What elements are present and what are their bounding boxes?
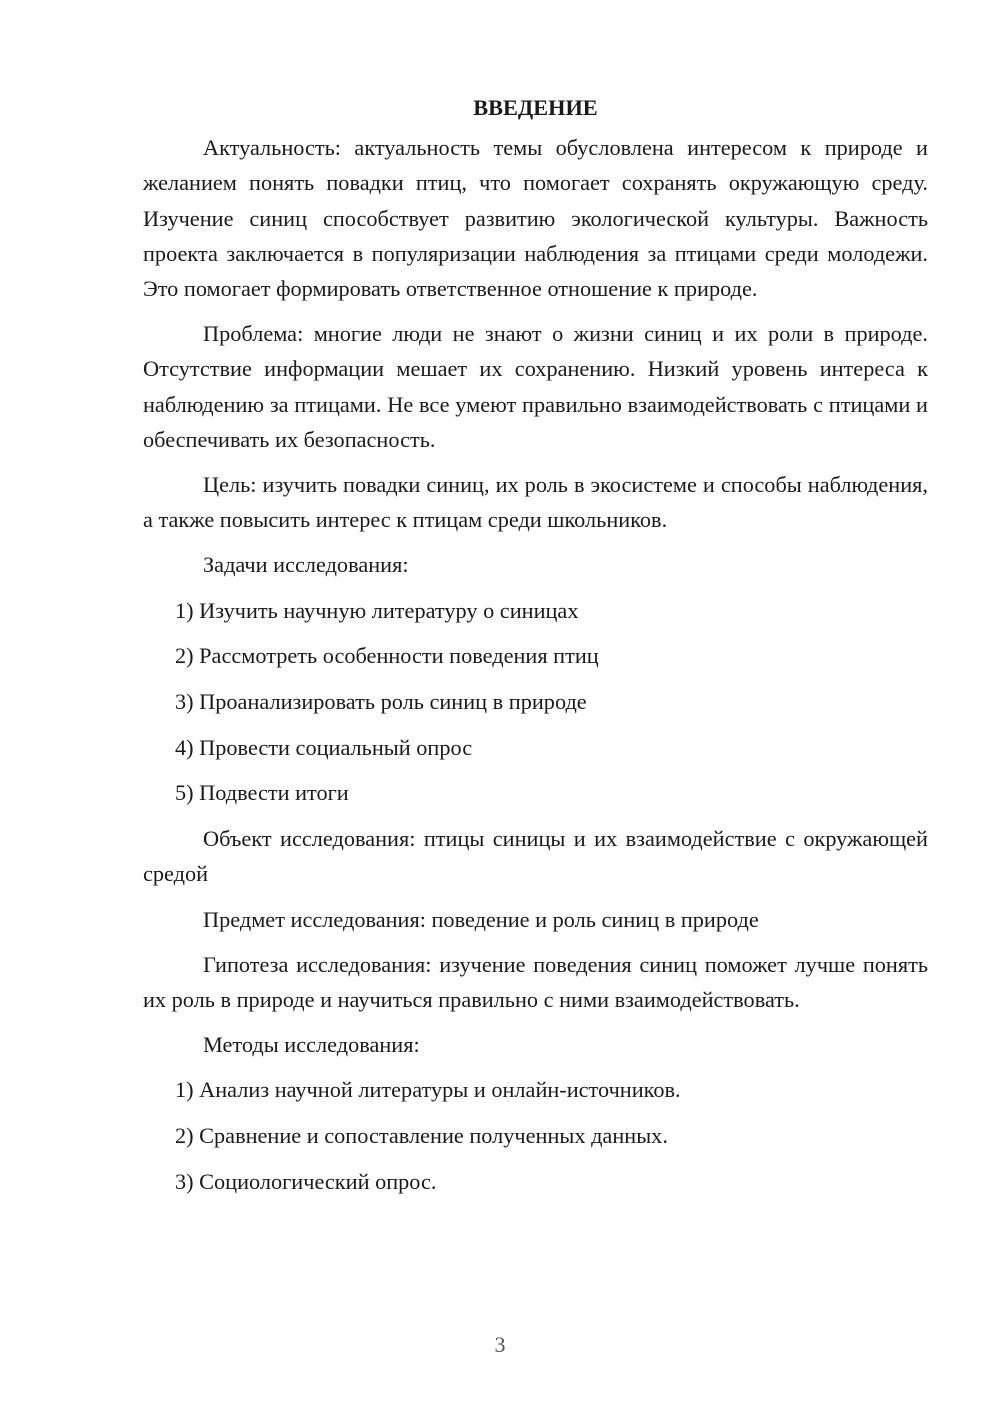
page-number: 3 bbox=[494, 1332, 506, 1357]
hypothesis-paragraph: Гипотеза исследования: изучение поведения синиц поможет лучше понять их роль в природе и научиться правильно с ними взаимодействовать. bbox=[143, 951, 928, 1012]
task-item: 2) Рассмотреть особенности поведения птиц bbox=[175, 643, 599, 669]
relevance-paragraph: Актуальность: актуальность темы обусловлена интересом к природе и желанием понять повадки птиц, что помогает сохранять окружающую среду. Изучение синиц способствует развитию экологической культуры. Важность проекта заключается в популяризации наблюдения за птицами среди молодежи. Это помогает формировать ответственное отношение к природе. bbox=[143, 135, 928, 302]
problem-paragraph: Проблема: многие люди не знают о жизни синиц и их роли в природе. Отсутствие информации мешает их сохранению. Низкий уровень интереса к наблюдению за птицами. Не все умеют правильно взаимодействовать с птицами и обеспечивать их безопасность. bbox=[143, 321, 928, 452]
methods-list bbox=[143, 1072, 928, 1199]
object-paragraph: Объект исследования: птицы синицы и их взаимодействие с окружающей средой bbox=[143, 826, 928, 887]
task-item: 1) Изучить научную литературу о синицах bbox=[175, 597, 579, 623]
method-item: 1) Анализ научной литературы и онлайн-источников. bbox=[175, 1077, 681, 1103]
tasks-label: Задачи исследования: bbox=[203, 552, 409, 578]
method-item: 3) Социологический опрос. bbox=[175, 1168, 437, 1194]
section-title: ВВЕДЕНИЕ bbox=[473, 95, 598, 120]
task-item: 3) Проанализировать роль синиц в природе bbox=[175, 689, 587, 715]
tasks-list bbox=[143, 593, 928, 811]
method-item: 2) Сравнение и сопоставление полученных данных. bbox=[175, 1123, 668, 1149]
page-content bbox=[143, 90, 928, 1209]
task-item: 4) Провести социальный опрос bbox=[175, 734, 473, 760]
task-item: 5) Подвести итоги bbox=[175, 780, 349, 806]
methods-label: Методы исследования: bbox=[203, 1032, 420, 1058]
goal-paragraph: Цель: изучить повадки синиц, их роль в экосистеме и способы наблюдения, а также повысить интерес к птицам среди школьников. bbox=[143, 472, 928, 533]
subject-paragraph: Предмет исследования: поведение и роль синиц в природе bbox=[203, 906, 759, 932]
